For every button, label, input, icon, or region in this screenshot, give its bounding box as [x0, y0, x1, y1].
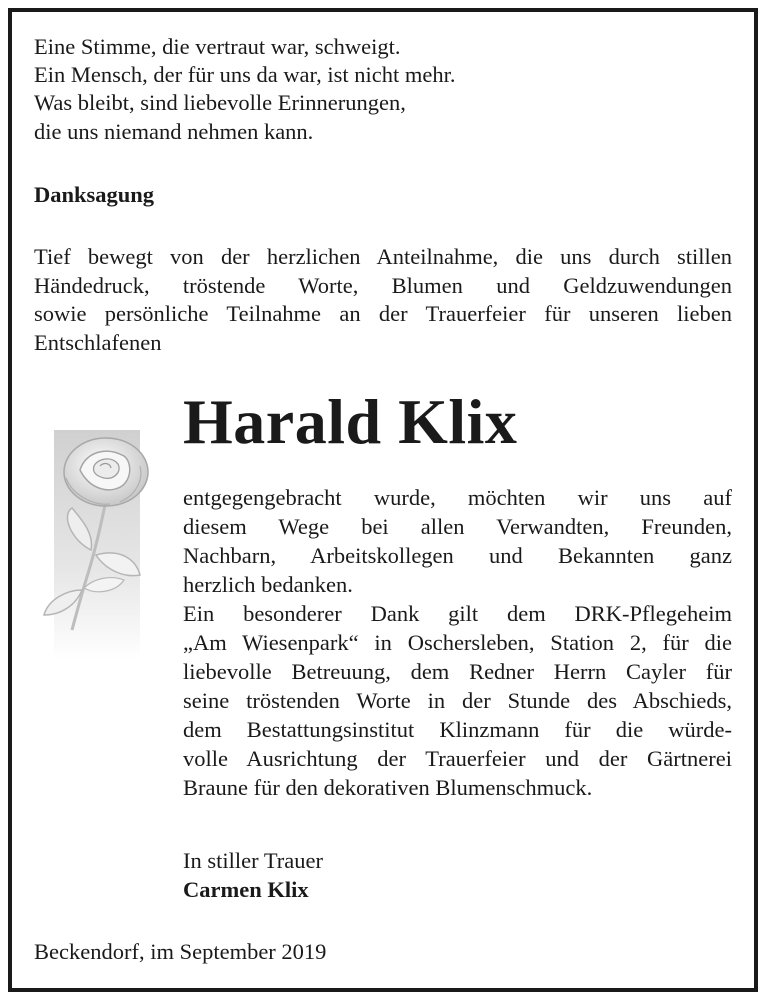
intro-line: Händedruck, tröstende Worte, Blumen und Geldzuwendungen — [34, 273, 732, 298]
body-line: Nachbarn, Arbeitskollegen und Bekannten ganz — [183, 543, 732, 568]
intro-line: Entschlafenen — [34, 330, 162, 355]
heading-danksagung: Danksagung — [34, 182, 155, 207]
body-line: dem Bestattungsinstitut Klinzmann für die würde- — [183, 717, 732, 742]
poem-line: Ein Mensch, der für uns da war, ist nicht mehr. — [34, 62, 456, 87]
body-line: herzlich bedanken. — [183, 572, 353, 597]
body-line: Ein besonderer Dank gilt dem DRK-Pflegeheim — [183, 601, 732, 626]
body-line: „Am Wiesenpark“ in Oschersleben, Station 2, für die — [183, 630, 732, 655]
poem-line: die uns niemand nehmen kann. — [34, 119, 314, 144]
body-line: diesem Wege bei allen Verwandten, Freunden, — [183, 514, 732, 539]
poem-line: Was bleibt, sind liebevolle Erinnerungen, — [34, 90, 406, 115]
signer-name: Carmen Klix — [183, 877, 309, 902]
deceased-name: Harald Klix — [183, 386, 518, 457]
place-date: Beckendorf, im September 2019 — [34, 939, 327, 964]
body-line: volle Ausrichtung der Trauerfeier und der Gärtnerei — [183, 746, 732, 771]
body-line: entgegengebracht wurde, möchten wir uns auf — [183, 485, 732, 510]
closing-text: In stiller Trauer — [183, 848, 323, 873]
body-line: Braune für den dekorativen Blumenschmuck. — [183, 775, 593, 800]
intro-line: sowie persönliche Teilnahme an der Trauerfeier für unseren lieben — [34, 301, 732, 326]
rose-icon — [36, 430, 162, 660]
poem-line: Eine Stimme, die vertraut war, schweigt. — [34, 34, 401, 59]
body-line: liebevolle Betreuung, dem Redner Herrn Cayler für — [183, 659, 732, 684]
intro-line: Tief bewegt von der herzlichen Anteilnahme, die uns durch stillen — [34, 244, 732, 269]
body-line: seine tröstenden Worte in der Stunde des Abschieds, — [183, 688, 732, 713]
